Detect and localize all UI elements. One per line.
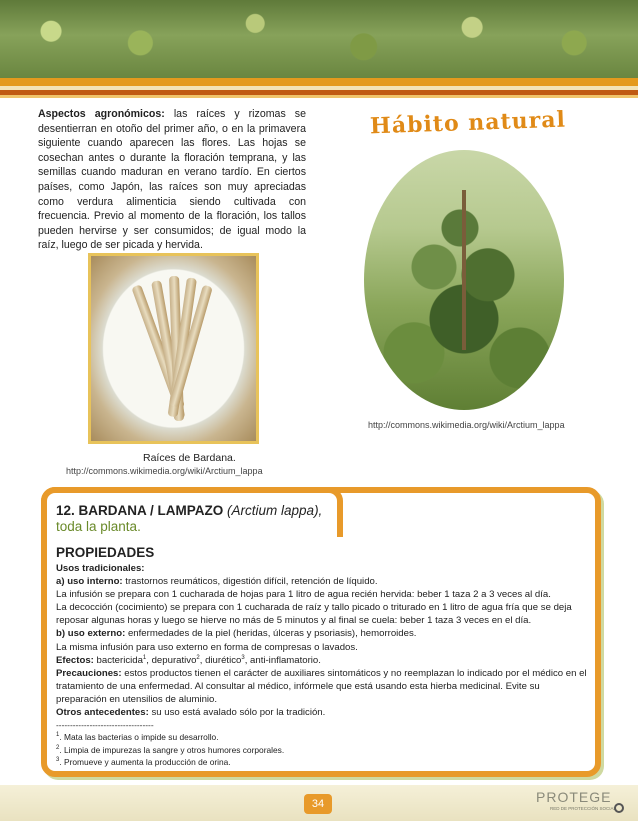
footnote-3: $^3$. Promueve y aumenta la producción de orina. bbox=[56, 756, 231, 767]
plant-latin-name: (Arctium lappa), bbox=[227, 503, 323, 518]
history-text: su uso está avalado sólo por la tradición. bbox=[148, 707, 326, 719]
internal-use-label: a) uso interno: bbox=[56, 576, 123, 588]
habitat-photo bbox=[364, 150, 564, 410]
history-label: Otros antecedentes: bbox=[56, 707, 149, 719]
habitat-photo-source[interactable]: http://commons.wikimedia.org/wiki/Arctium_lappa bbox=[368, 420, 565, 430]
infusion-text: La infusión se prepara con 1 cucharada de hojas para 1 litro de agua recién hervida: beber 1 taza 2 a 3 veces al día. bbox=[56, 589, 551, 601]
protege-logo bbox=[536, 789, 626, 819]
plant-title: 12. BARDANA / LAMPAZO (Arctium lappa), bbox=[56, 503, 323, 518]
agronomic-label: Aspectos agronómicos: bbox=[38, 108, 165, 120]
page-number: 34 bbox=[304, 794, 332, 814]
external-use-note: La misma infusión para uso externo en forma de compresas o lavados. bbox=[56, 641, 358, 653]
footnote-1: $^1$. Mata las bacterias o impide su desarrollo. bbox=[56, 732, 219, 743]
plant-stalk bbox=[462, 190, 466, 350]
roots-caption: Raíces de Bardana. bbox=[143, 452, 236, 464]
banner-stripe bbox=[0, 95, 638, 98]
effects-label: Efectos: bbox=[56, 654, 94, 666]
effects-line: Efectos: bactericida$^1$, depurativo$^2$, diurético$^3$, anti-inflamatorio. bbox=[56, 654, 321, 666]
banner-stripe bbox=[0, 78, 638, 86]
habitat-heading: Hábito natural bbox=[369, 106, 567, 140]
uses-label: Usos tradicionales: bbox=[56, 563, 145, 574]
properties-body bbox=[56, 562, 589, 768]
top-banner-image bbox=[0, 0, 638, 78]
roots-photo bbox=[88, 253, 259, 444]
precautions-text: estos productos tienen el carácter de auxiliares sintomáticos y no reemplazan lo indicado por el médico en el tratamiento de una enfermedad. Al consultar al médico, infórmele que está usando esta hierba medicinal. Evite su preparación en utensilios de aluminio. bbox=[56, 667, 587, 705]
agronomic-aspects-paragraph bbox=[38, 107, 306, 253]
logo-wordmark: PROTEGE bbox=[536, 789, 612, 805]
seal-icon bbox=[614, 803, 624, 813]
footnote-divider: ----------------------------------- bbox=[56, 720, 154, 731]
precautions-label: Precauciones: bbox=[56, 667, 122, 679]
agronomic-text: las raíces y rizomas se desentierran en otoño del primer año, o en la primavera siguiente cuando aparecen las flores. Las hojas se cosechan antes o durante la floración temprana, y las semillas cuando maduran en verano tardío. En ciertos países, como Japón, las raíces son muy apreciadas como verdura alimenticia siendo cultivada con frecuencia. Previo al momento de la floración, los tallos pueden hervirse y ser consumidos; de igual modo la raíz, luego de ser picada y hervida. bbox=[38, 108, 306, 252]
plant-parts-used: toda la planta. bbox=[56, 519, 141, 534]
footnote-2: $^2$. Limpia de impurezas la sangre y otros humores corporales. bbox=[56, 744, 285, 755]
properties-heading: PROPIEDADES bbox=[56, 545, 155, 560]
external-use-text: enfermedades de la piel (heridas, úlceras y psoriasis), hemorroides. bbox=[125, 628, 417, 640]
logo-subtitle: RED DE PROTECCIÓN SOCIAL bbox=[550, 806, 617, 811]
roots-photo-source[interactable]: http://commons.wikimedia.org/wiki/Arctium_lappa bbox=[66, 466, 263, 476]
external-use-label: b) uso externo: bbox=[56, 628, 126, 640]
internal-use-text: trastornos reumáticos, digestión difícil, retención de líquido. bbox=[122, 576, 378, 588]
decoction-text: La decocción (cocimiento) se prepara con 1 cucharada de raíz y tallo picado o triturado en 1 litro de agua fría que se deja reposar algunas horas y luego se hierve no más de 5 minutos y al final se cuela: beber 1 taza 3 veces en el día. bbox=[56, 602, 572, 627]
